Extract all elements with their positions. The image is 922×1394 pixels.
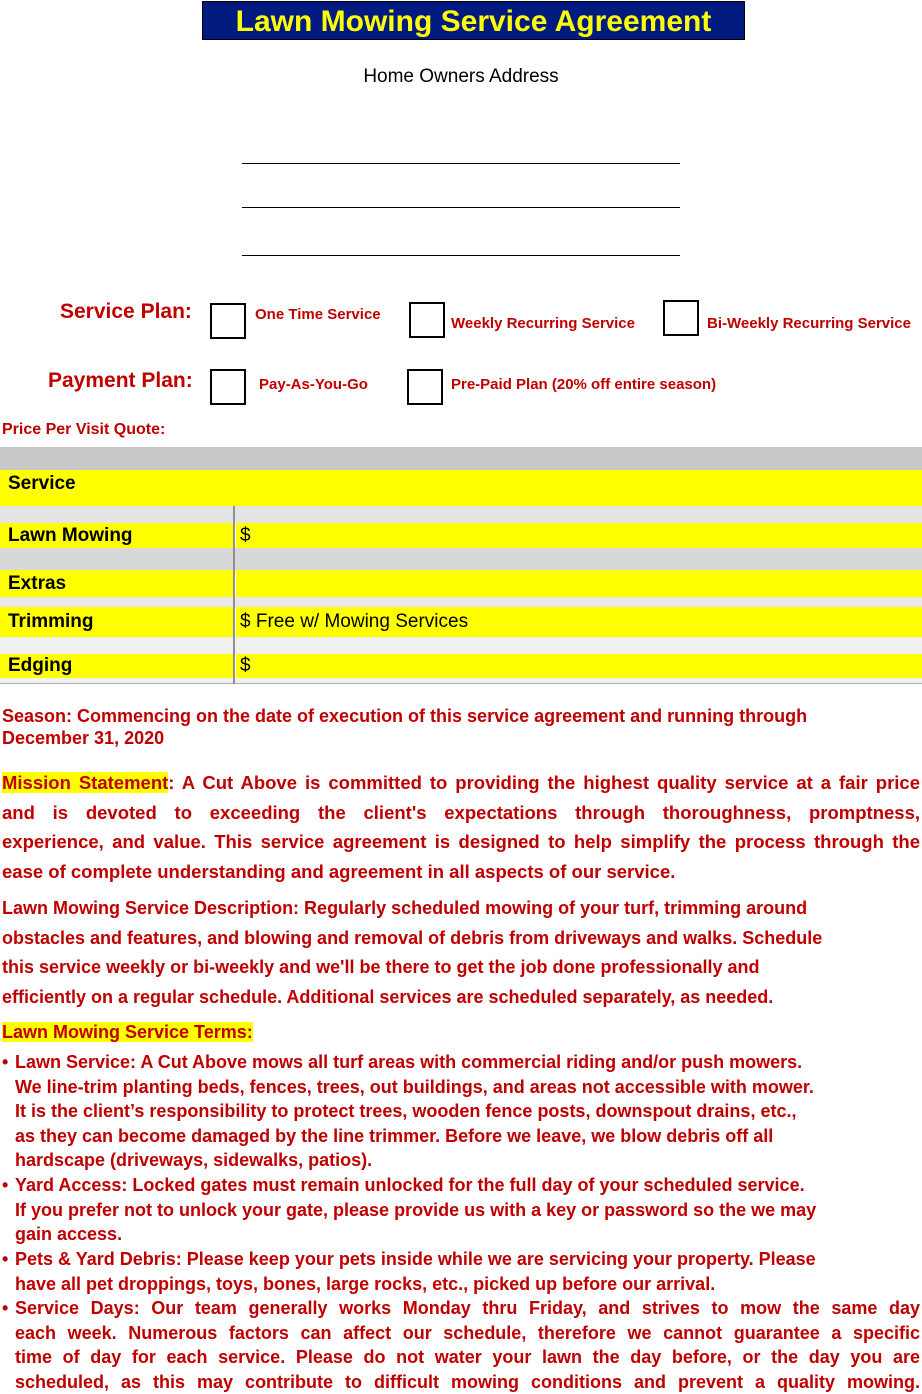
mission-line-3: experience, and value. This service agreement is designed to help simplify the process through the	[2, 831, 920, 852]
term-line: Yard Access: Locked gates must remain unlocked for the full day of your scheduled service.	[15, 1175, 805, 1195]
pay-as-you-go-checkbox[interactable]	[210, 369, 246, 405]
mission-line-4: ease of complete understanding and agreement in all aspects of our service.	[2, 860, 676, 882]
bi-weekly-service-label: Bi-Weekly Recurring Service	[707, 315, 911, 332]
page-title: Lawn Mowing Service Agreement	[202, 1, 745, 40]
term-line: If you prefer not to unlock your gate, please provide us with a key or password so the we may	[15, 1199, 817, 1220]
season-line-1: Season: Commencing on the date of execution of this service agreement and running through	[2, 706, 808, 726]
bullet-icon: •	[2, 1249, 9, 1269]
terms-heading-row	[2, 1020, 920, 1044]
terms-heading: Lawn Mowing Service Terms:	[2, 1022, 253, 1042]
address-line-1[interactable]	[242, 163, 680, 164]
description-line-1: Lawn Mowing Service Description: Regularly scheduled mowing of your turf, trimming around	[2, 898, 808, 918]
weekly-service-label: Weekly Recurring Service	[451, 315, 635, 332]
mission-label: Mission Statement	[2, 772, 169, 793]
season-text	[2, 705, 920, 749]
description-line-2: obstacles and features, and blowing and removal of debris from driveways and walks. Schedule	[2, 927, 823, 948]
mission-line-2: and is devoted to exceeding the client's expectations through thoroughness, promptness,	[2, 801, 920, 823]
terms-item-pets-debris	[2, 1247, 920, 1296]
table-column-divider	[233, 506, 235, 684]
row-value-extras[interactable]	[236, 570, 922, 597]
service-plan-label: Service Plan:	[60, 300, 192, 323]
table-header-service: Service	[0, 470, 922, 506]
term-line: scheduled, as this may contribute to difficult mowing conditions and prevent a quality mowing.	[15, 1371, 920, 1392]
bi-weekly-service-checkbox[interactable]	[663, 300, 699, 336]
term-line: each week. Numerous factors can affect our schedule, therefore we cannot guarantee a specific	[15, 1322, 920, 1343]
table-header-bar	[0, 447, 922, 470]
row-value-lawn-mowing[interactable]: $	[236, 523, 922, 548]
pay-as-you-go-label: Pay-As-You-Go	[259, 376, 368, 393]
table-gap-3	[0, 597, 922, 607]
bullet-icon: •	[2, 1175, 9, 1195]
bullet-icon: •	[2, 1052, 9, 1072]
one-time-service-checkbox[interactable]	[210, 303, 246, 339]
row-value-edging[interactable]: $	[236, 654, 922, 678]
row-label-trimming: Trimming	[0, 607, 233, 637]
payment-plan-label: Payment Plan:	[48, 369, 193, 392]
pre-paid-label: Pre-Paid Plan (20% off entire season)	[451, 376, 717, 393]
terms-item-lawn-service	[2, 1050, 920, 1173]
terms-item-yard-access	[2, 1173, 920, 1247]
table-gap-1	[0, 506, 922, 523]
term-line: It is the client’s responsibility to protect trees, wooden fence posts, downspout drains, etc.,	[15, 1101, 797, 1122]
term-line: gain access.	[15, 1224, 123, 1245]
description-line-4: efficiently on a regular schedule. Additional services are scheduled separately, as needed.	[2, 986, 774, 1007]
terms-item-service-days	[2, 1296, 920, 1394]
table-bottom	[0, 678, 922, 684]
pre-paid-checkbox[interactable]	[407, 369, 443, 405]
term-line: Service Days: Our team generally works Monday thru Friday, and strives to mow the same day	[15, 1298, 920, 1318]
table-gap-2	[0, 548, 922, 570]
table-gap-4	[0, 637, 922, 654]
row-value-trimming[interactable]: $ Free w/ Mowing Services	[236, 607, 922, 637]
term-line: time of day for each service. Please do not water your lawn the day before, or the day you are	[15, 1347, 920, 1368]
bullet-icon: •	[2, 1298, 9, 1318]
term-line: as they can become damaged by the line trimmer. Before we leave, we blow debris off all	[15, 1125, 774, 1146]
mission-statement	[2, 768, 920, 886]
address-line-2[interactable]	[242, 207, 680, 208]
description-line-3: this service weekly or bi-weekly and we'll be there to get the job done professionally and	[2, 957, 760, 977]
season-line-2: December 31, 2020	[2, 728, 165, 748]
row-label-lawn-mowing: Lawn Mowing	[0, 523, 233, 548]
service-description	[2, 894, 920, 1012]
term-line: have all pet droppings, toys, bones, large rocks, etc., picked up before our arrival.	[15, 1273, 716, 1294]
mission-line-1-text: : A Cut Above is committed to providing the highest quality service at a fair price	[168, 772, 920, 793]
mission-line-1	[2, 768, 920, 798]
address-line-3[interactable]	[242, 255, 680, 256]
term-line: We line-trim planting beds, fences, trees, out buildings, and areas not accessible with mower.	[15, 1076, 814, 1097]
term-line: Pets & Yard Debris: Please keep your pets inside while we are servicing your property. Please	[15, 1249, 816, 1269]
row-label-edging: Edging	[0, 654, 233, 678]
term-line: Lawn Service: A Cut Above mows all turf areas with commercial riding and/or push mowers.	[15, 1052, 803, 1072]
price-quote-label: Price Per Visit Quote:	[2, 421, 166, 438]
term-line: hardscape (driveways, sidewalks, patios).	[15, 1150, 373, 1171]
address-label: Home Owners Address	[363, 66, 559, 87]
one-time-service-label: One Time Service	[255, 306, 381, 323]
row-label-extras: Extras	[0, 570, 233, 597]
weekly-service-checkbox[interactable]	[409, 302, 445, 338]
